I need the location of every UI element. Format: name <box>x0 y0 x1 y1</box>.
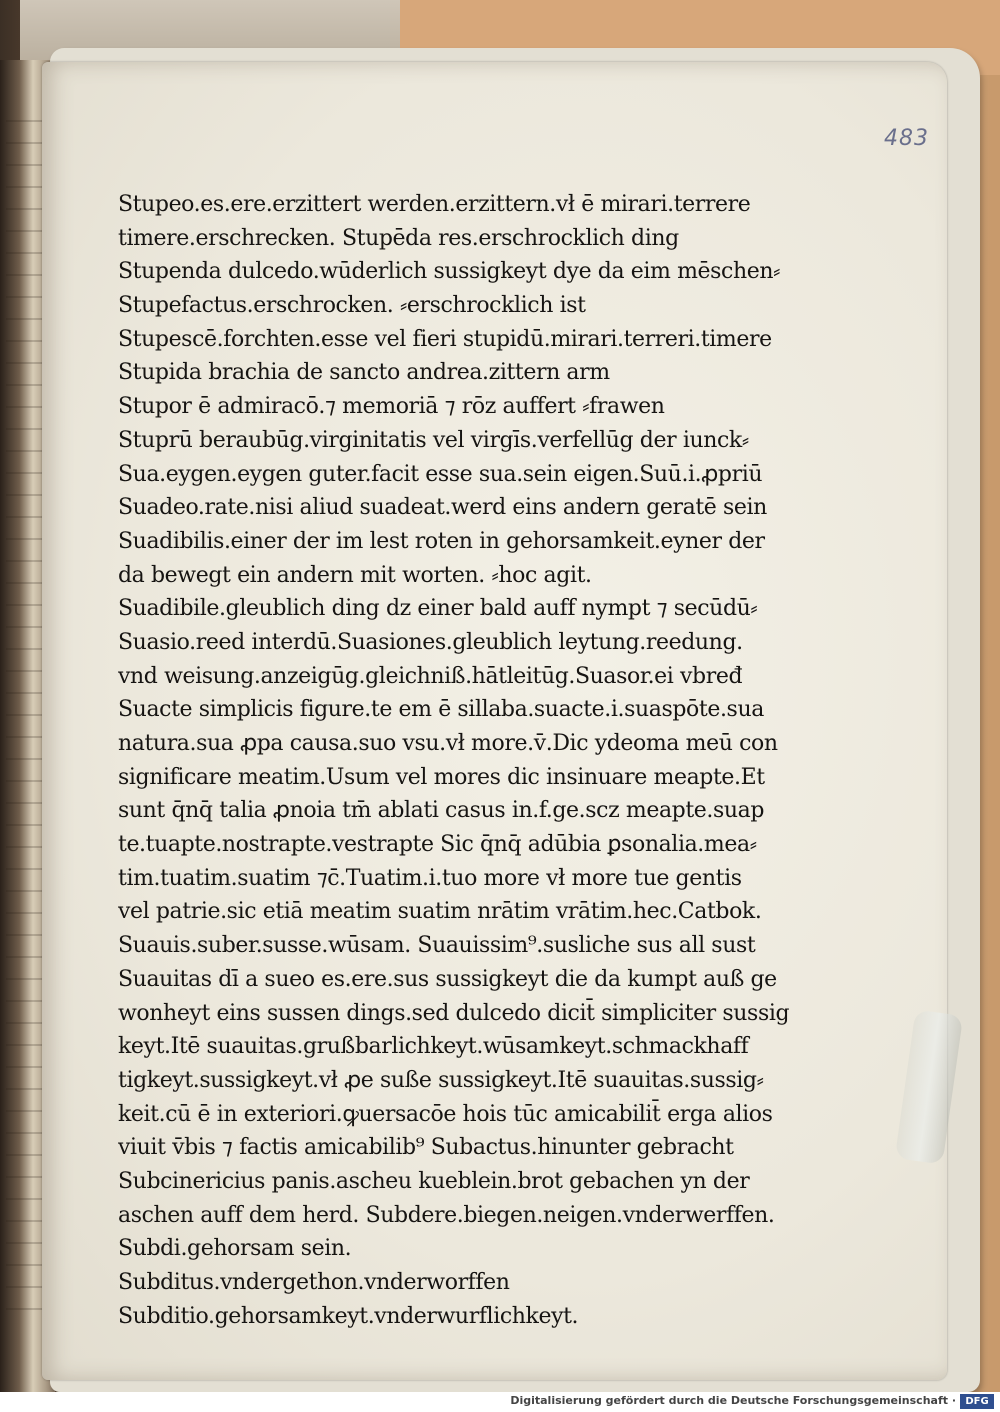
text-block <box>118 188 828 1333</box>
text-line: Subditio.gehorsamkeyt.vnderwurflichkeyt. <box>118 1303 579 1329</box>
text-line: Stupida brachia de sancto andrea.zittern arm <box>118 360 610 386</box>
text-line: sunt q̄nq̄ talia ꝓnoia tm̄ ablati casus in.f.ge.scz meapte.suap <box>118 798 765 824</box>
text-line: Stupenda dulcedo.wūderlich sussigkeyt dye da eim mēschen⸗ <box>118 259 781 285</box>
text-line: Stupor ē admiracō.⁊ memoriā ⁊ rōz auffert ⸗frawen <box>118 394 665 420</box>
text-line: Suacte simplicis figure.te em ē sillaba.suacte.i.suaspōte.sua <box>118 697 764 723</box>
text-line: Subcinericius panis.ascheu kueblein.brot gebachen yn der <box>118 1168 750 1194</box>
text-line: natura.sua ꝓpa causa.suo vsu.vł more.v̄.Dic ydeoma meū con <box>118 731 778 756</box>
text-line: te.tuapte.nostrapte.vestrapte Sic q̄nq̄ adūbia ꝑsonalia.mea⸗ <box>118 832 757 858</box>
text-line: significare meatim.Usum vel mores dic insinuare meapte.Et <box>118 764 765 790</box>
text-line: Stupescē.forchten.esse vel fieri stupidū.mirari.terreri.timere <box>118 326 772 352</box>
text-line: aschen auff dem herd. Subdere.biegen.neigen.vnderwerffen. <box>118 1202 775 1228</box>
text-line: Suauis.suber.susse.wūsam. Suauissim⁹.susliche sus all sust <box>118 933 756 959</box>
text-line: tigkeyt.sussigkeyt.vł ꝓe suße sussigkeyt.Itē suauitas.sussig⸗ <box>118 1067 764 1093</box>
digitization-footer <box>0 1392 1000 1412</box>
text-line: wonheyt eins sussen dings.sed dulcedo dicit̄ simpliciter sussig <box>118 1000 790 1026</box>
text-line: timere.erschrecken. Stupēda res.erschrocklich ding <box>118 225 679 251</box>
text-line: keyt.Itē suauitas.grußbarlichkeyt.wūsamkeyt.schmackhaff <box>118 1034 749 1060</box>
text-line: vnd weisung.anzeigūg.gleichniß.hātleitūg.Suasor.ei vbređ <box>118 663 743 689</box>
text-line: Suadeo.rate.nisi aliud suadeat.werd eins andern geratē sein <box>118 495 767 521</box>
text-line: Suadibile.gleublich ding dz einer bald auff nympt ⁊ secūdū⸗ <box>118 596 758 622</box>
text-line: keit.cū ē in exteriori.ꝙuersacōe hois tūc amicabilit̄ erga alios <box>118 1101 773 1127</box>
text-line: Stupefactus.erschrocken. ⸗erschrocklich ist <box>118 293 586 319</box>
text-line: Stupeo.es.ere.erzittert werden.erzittern.vł ē mirari.terrere <box>118 192 751 217</box>
text-line: Suadibilis.einer der im lest roten in gehorsamkeit.eyner der <box>118 528 765 554</box>
text-line: vel patrie.sic etiā meatim suatim nrātim vrātim.hec.Catbok. <box>118 899 762 925</box>
text-line: da bewegt ein andern mit worten. ⸗hoc agit. <box>118 562 592 588</box>
text-line: Subdi.gehorsam sein. <box>118 1236 352 1262</box>
text-line: Subditus.vndergethon.vnderworffen <box>118 1270 510 1295</box>
text-line: Suasio.reed interdū.Suasiones.gleublich leytung.reedung. <box>118 629 743 655</box>
dfg-logo-icon: DFG <box>960 1394 994 1409</box>
text-line: Suauitas dī a sueo es.ere.sus sussigkeyt die da kumpt auß ge <box>118 966 777 992</box>
text-line: Stuprū beraubūg.virginitatis vel virgīs.verfellūg der iunck⸗ <box>118 427 749 453</box>
text-line: viuit v̄bis ⁊ factis amicabilib⁹ Subactus.hinunter gebracht <box>118 1135 734 1161</box>
facing-page-text-edge <box>6 120 46 1320</box>
folio-number: 483 <box>884 126 929 151</box>
text-line: Sua.eygen.eygen guter.facit esse sua.sein eigen.Suū.i.ꝓpriū <box>118 461 763 487</box>
footer-credit: Digitalisierung gefördert durch die Deutsche Forschungsgemeinschaft · <box>510 1394 956 1407</box>
text-line: tim.tuatim.suatim ⁊c̄.Tuatim.i.tuo more vł more tue gentis <box>118 865 742 891</box>
